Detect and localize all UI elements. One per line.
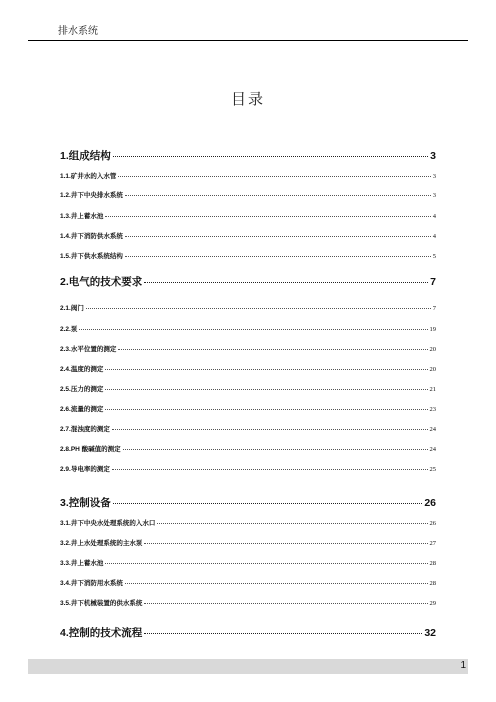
- toc-entry-title: 压力的测定: [70, 386, 104, 393]
- toc-entry-number: 2.2.: [60, 326, 71, 333]
- toc-entry-section[interactable]: [60, 558, 436, 567]
- toc-entry-title: 导电率的测定: [70, 466, 110, 473]
- toc-entry-section[interactable]: [60, 518, 436, 527]
- toc-entry-section[interactable]: [60, 303, 436, 312]
- toc-entry-section[interactable]: [60, 364, 436, 373]
- toc-entry-title: 矿井水的入水管: [70, 173, 117, 180]
- toc-entry-page: 26: [424, 497, 436, 509]
- toc-entry-title: 井下供水系统结构: [70, 253, 123, 260]
- toc-entry-section[interactable]: [60, 190, 436, 199]
- header-title: 排水系统: [58, 26, 98, 37]
- toc-dot-leader: [144, 633, 422, 634]
- toc-entry-section[interactable]: [60, 231, 436, 240]
- toc-dot-leader: [144, 603, 427, 604]
- toc-entry-number: 2.6.: [60, 406, 71, 413]
- toc-entry-section[interactable]: [60, 538, 436, 547]
- toc-entry-title: 阀门: [70, 305, 84, 312]
- toc-entry-number: 3.2.: [60, 540, 71, 547]
- toc-entry-number: 2.1.: [60, 305, 71, 312]
- toc-entry-section[interactable]: [60, 171, 436, 180]
- toc-entry-title: 控制设备: [68, 497, 111, 509]
- toc-entry-number: 1.: [60, 150, 69, 162]
- toc-entry-page: 29: [429, 600, 436, 607]
- toc-dot-leader: [105, 409, 427, 410]
- toc-entry-title: 泵: [70, 326, 78, 333]
- toc-entry-title: 电气的技术要求: [68, 276, 143, 288]
- toc-entry-title: 组成结构: [68, 150, 111, 162]
- toc-entry-section[interactable]: [60, 211, 436, 220]
- toc-entry-title: 井上水处理系统的主水泵: [70, 540, 143, 547]
- toc-dot-leader: [113, 503, 423, 504]
- toc-entry-chapter[interactable]: [60, 274, 436, 289]
- toc-dot-leader: [86, 308, 431, 309]
- toc-entry-number: 2.5.: [60, 386, 71, 393]
- toc-entry-page: 25: [429, 466, 436, 473]
- toc-entry-section[interactable]: [60, 344, 436, 353]
- toc-entry-title: 混浊度的测定: [70, 426, 110, 433]
- toc-entry-number: 3.1.: [60, 520, 71, 527]
- toc-entry-title: PH 酸碱值的测定: [70, 446, 121, 453]
- toc-entry-number: 3.3.: [60, 560, 71, 567]
- toc-dot-leader: [144, 282, 428, 283]
- toc-entry-section[interactable]: [60, 444, 436, 453]
- toc-entry-page: 32: [424, 627, 436, 639]
- toc-entry-chapter[interactable]: [60, 148, 436, 163]
- toc-entry-page: 5: [432, 253, 436, 260]
- toc-entry-title: 井下消防供水系统: [70, 233, 123, 240]
- toc-dot-leader: [157, 523, 427, 524]
- toc-dot-leader: [144, 543, 427, 544]
- toc-entry-page: 19: [429, 326, 436, 333]
- toc-dot-leader: [112, 429, 428, 430]
- toc-entry-title: 井上蓄水池: [70, 213, 104, 220]
- page-header: [28, 20, 468, 41]
- toc-dot-leader: [123, 449, 428, 450]
- toc-entry-section[interactable]: [60, 424, 436, 433]
- toc-entry-section[interactable]: [60, 464, 436, 473]
- toc-dot-leader: [125, 195, 431, 196]
- toc-entry-title: 流量的测定: [70, 406, 104, 413]
- toc-entry-number: 3.4.: [60, 580, 71, 587]
- toc-dot-leader: [79, 329, 427, 330]
- toc-entry-page: 27: [429, 540, 436, 547]
- toc-entry-number: 1.3.: [60, 213, 71, 220]
- toc-entry-number: 2.8.: [60, 446, 71, 453]
- toc-entry-number: 1.5.: [60, 253, 71, 260]
- toc-entry-title: 井下机械装置的供水系统: [70, 600, 143, 607]
- toc-entry-page: 4: [432, 213, 436, 220]
- toc-dot-leader: [112, 469, 428, 470]
- toc-entry-number: 1.4.: [60, 233, 71, 240]
- toc-entry-chapter[interactable]: [60, 625, 436, 640]
- toc-dot-leader: [125, 256, 431, 257]
- toc-entry-number: 3.5.: [60, 600, 71, 607]
- toc-entry-page: 21: [429, 386, 436, 393]
- toc-entry-page: 23: [429, 406, 436, 413]
- toc-entry-section[interactable]: [60, 324, 436, 333]
- toc-dot-leader: [105, 389, 427, 390]
- toc-dot-leader: [118, 176, 430, 177]
- toc-entry-page: 7: [432, 305, 436, 312]
- toc-dot-leader: [105, 563, 427, 564]
- toc-entry-page: 20: [429, 346, 436, 353]
- toc-entry-number: 1.1.: [60, 173, 71, 180]
- toc-dot-leader: [105, 369, 427, 370]
- toc-entry-number: 1.2.: [60, 192, 71, 199]
- toc-entry-title: 井下中央排水系统: [70, 192, 123, 199]
- toc-entry-page: 28: [429, 580, 436, 587]
- toc-entry-page: 20: [429, 366, 436, 373]
- toc-entry-page: 28: [429, 560, 436, 567]
- toc-entry-page: 7: [430, 276, 436, 288]
- toc-entry-title: 井下中央水处理系统的入水口: [70, 520, 156, 527]
- toc-entry-page: 3: [432, 192, 436, 199]
- toc-entry-number: 2.: [60, 276, 69, 288]
- toc-entry-title: 控制的技术流程: [68, 627, 143, 639]
- toc-entry-page: 24: [429, 446, 436, 453]
- toc-dot-leader: [118, 349, 427, 350]
- page-number: 1: [460, 660, 466, 671]
- toc-entry-chapter[interactable]: [60, 495, 436, 510]
- toc-entry-title: 井上蓄水池: [70, 560, 104, 567]
- toc-entry-section[interactable]: [60, 251, 436, 260]
- toc-entry-number: 2.4.: [60, 366, 71, 373]
- toc-entry-page: 3: [430, 150, 436, 162]
- toc-entry-number: 4.: [60, 627, 69, 639]
- toc-entry-title: 井下消防用水系统: [70, 580, 123, 587]
- footer-bar: [28, 659, 468, 674]
- toc-entry-title: 温度的测定: [70, 366, 104, 373]
- toc-dot-leader: [125, 583, 428, 584]
- toc-title: 目录: [230, 90, 265, 108]
- toc-entry-section[interactable]: [60, 384, 436, 393]
- toc-entry-section[interactable]: [60, 598, 436, 607]
- toc-entry-page: 4: [432, 233, 436, 240]
- toc-entry-page: 24: [429, 426, 436, 433]
- toc-entry-number: 2.7.: [60, 426, 71, 433]
- toc-entry-number: 3.: [60, 497, 69, 509]
- toc-entry-section[interactable]: [60, 578, 436, 587]
- toc-dot-leader: [113, 156, 428, 157]
- toc-entry-title: 水平位置的测定: [70, 346, 117, 353]
- toc-dot-leader: [105, 216, 430, 217]
- toc-entry-page: 3: [432, 173, 436, 180]
- toc-dot-leader: [125, 236, 431, 237]
- toc-entry-number: 2.3.: [60, 346, 71, 353]
- toc-entry-number: 2.9.: [60, 466, 71, 473]
- toc-entry-section[interactable]: [60, 404, 436, 413]
- toc-entry-page: 26: [429, 520, 436, 527]
